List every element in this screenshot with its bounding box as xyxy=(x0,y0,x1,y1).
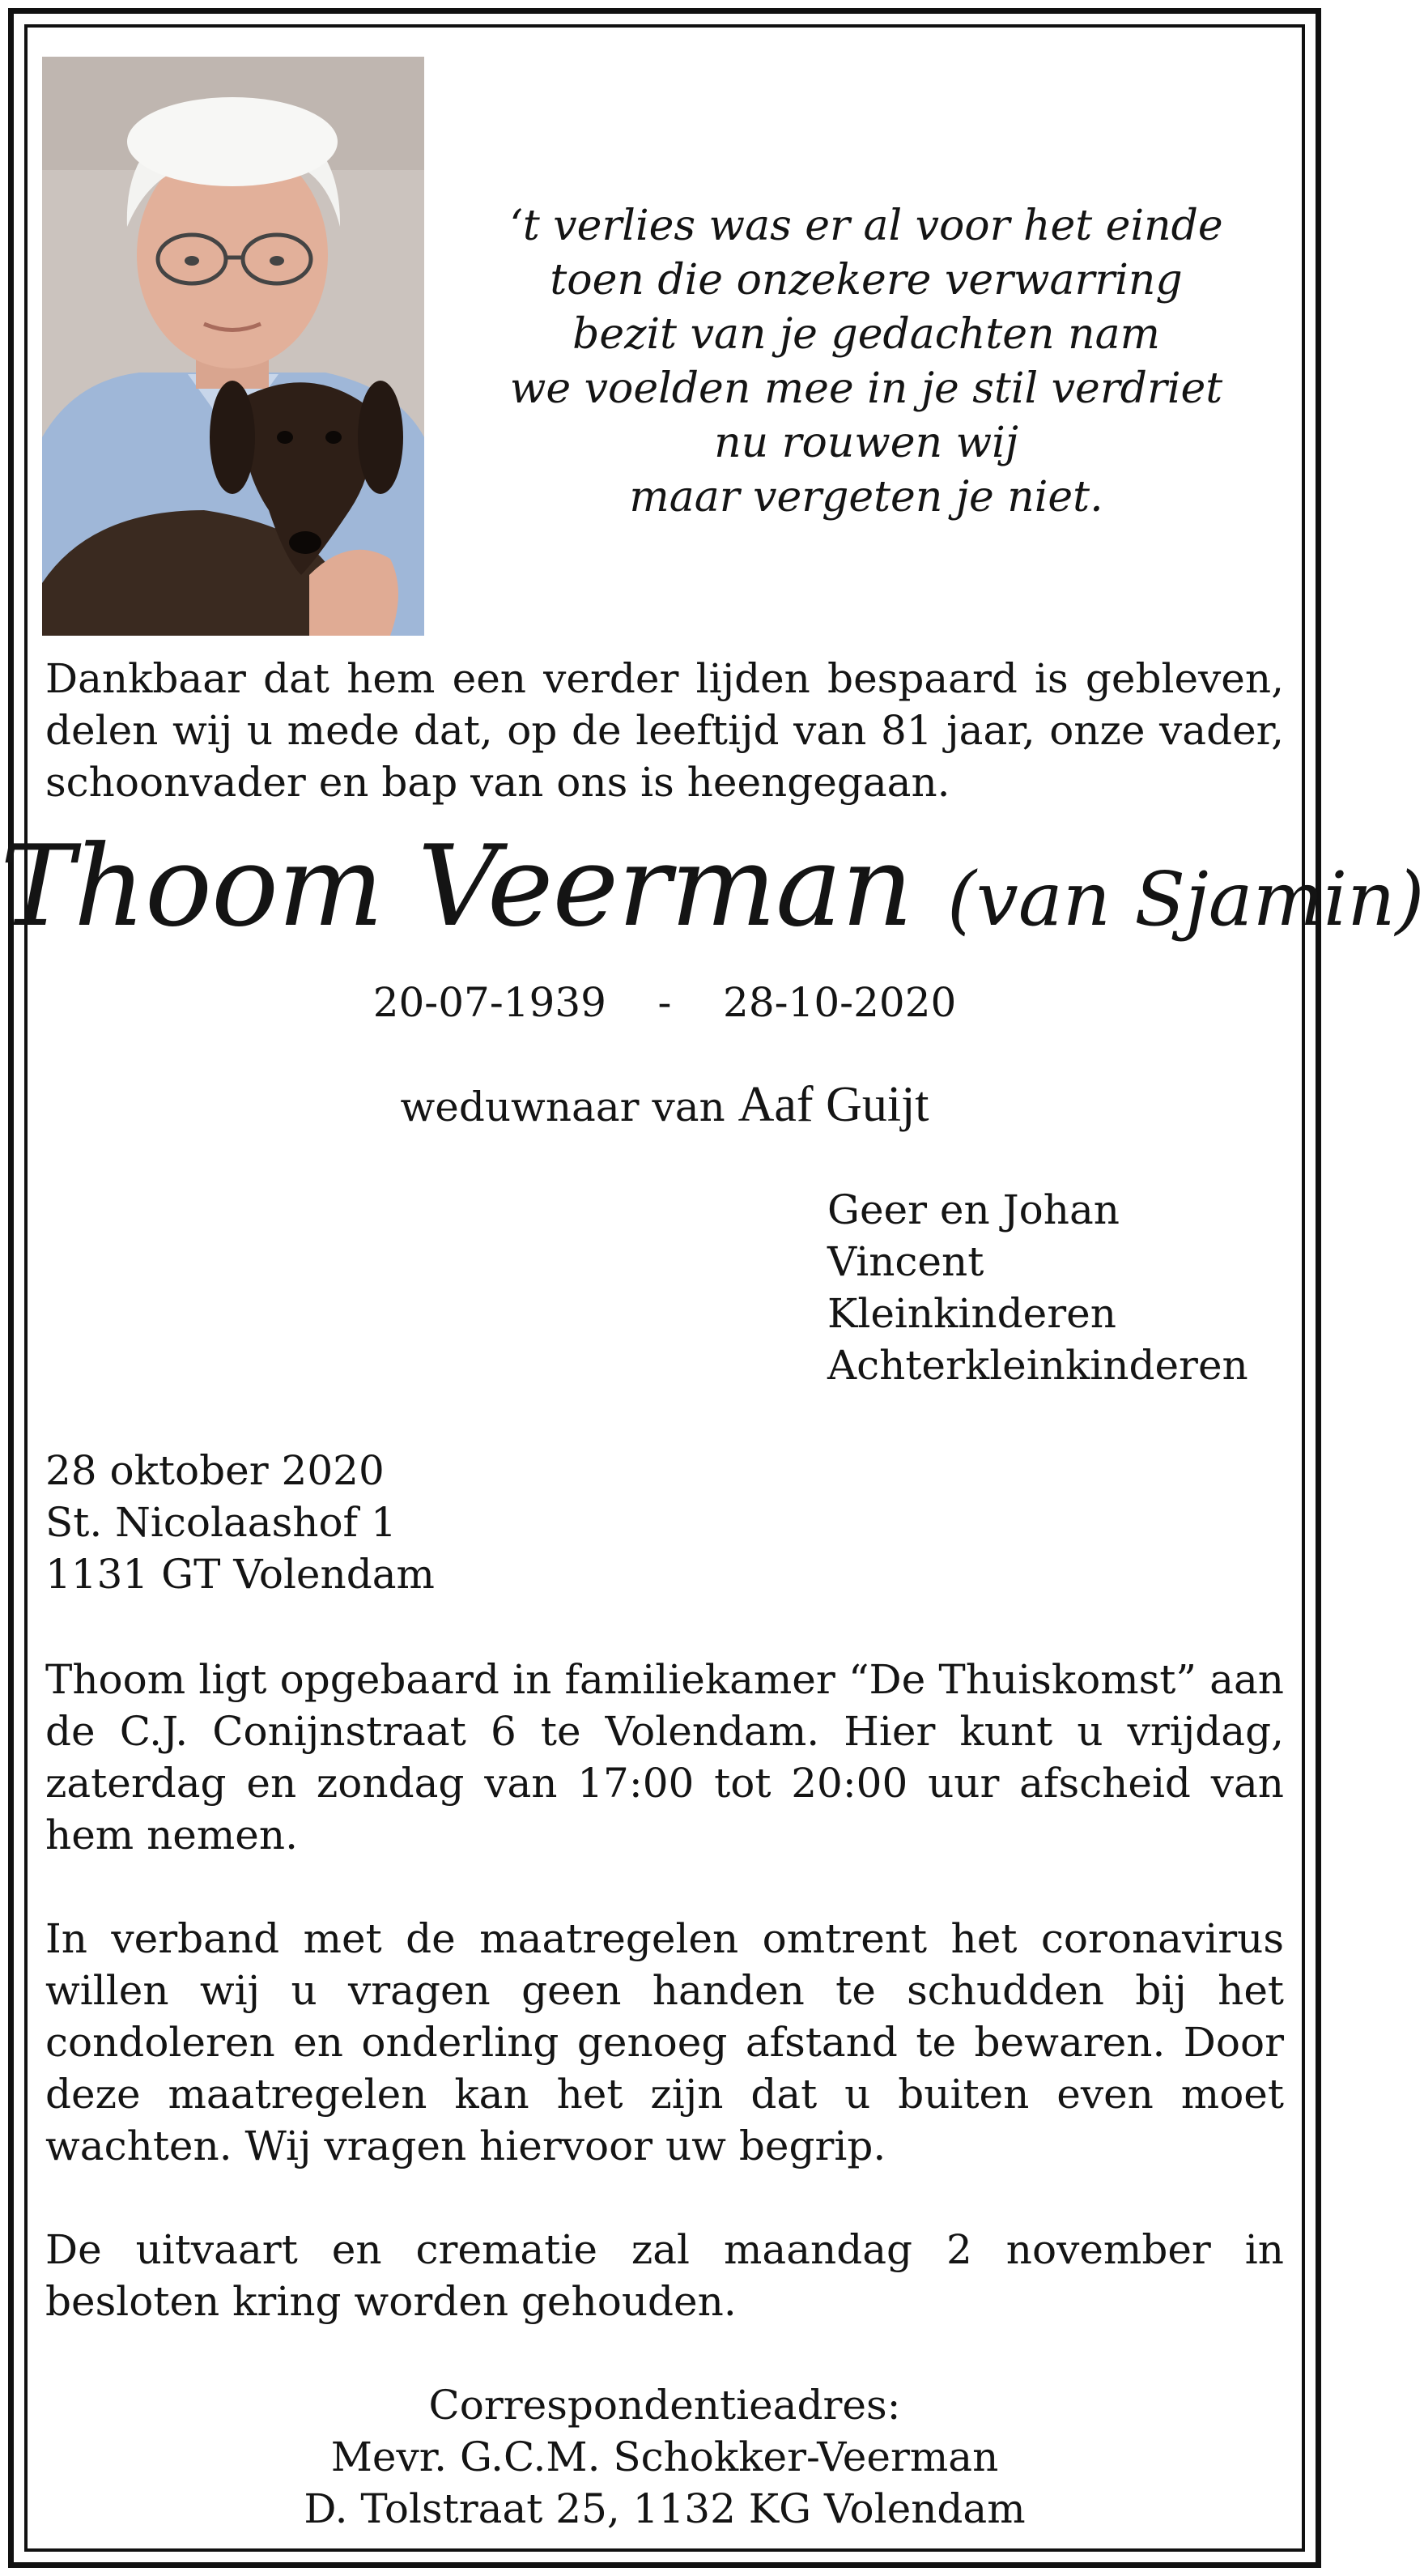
date-separator: - xyxy=(657,979,672,1026)
viewing-paragraph: Thoom ligt opgebaard in familiekamer “De Thuiskomst” aan de C.J. Conijnstraat 6 te Volendam. Hier kunt u vrijdag, zaterdag en zondag van 17:00 tot 20:00 uur afscheid van hem nemen. xyxy=(45,1656,1284,1859)
poem-line: nu rouwen wij xyxy=(714,419,1018,467)
deceased-name-heading xyxy=(0,818,1424,969)
correspondence-name: Mevr. G.C.M. Schokker-Veerman xyxy=(330,2433,999,2480)
memorial-poem xyxy=(453,199,1279,525)
family-street: St. Nicolaashof 1 xyxy=(45,1499,397,1546)
family-city: 1131 GT Volendam xyxy=(45,1551,435,1598)
deceased-name: Thoom Veerman xyxy=(0,821,913,952)
family-list xyxy=(827,1184,1248,1391)
place-date-block xyxy=(45,1445,435,1600)
widower-prefix: weduwnaar van xyxy=(400,1084,725,1130)
widower-line xyxy=(0,1079,1329,1133)
life-dates xyxy=(0,977,1329,1028)
family-member: Kleinkinderen xyxy=(827,1290,1116,1337)
death-date: 28-10-2020 xyxy=(723,979,957,1026)
deceased-nickname: (van Sjamin) xyxy=(947,856,1424,943)
correspondence-label: Correspondentieadres: xyxy=(428,2382,901,2429)
funeral-paragraph: De uitvaart en crematie zal maandag 2 november in besloten kring worden gehouden. xyxy=(45,2226,1284,2325)
announcement-date: 28 oktober 2020 xyxy=(45,1447,385,1494)
birth-date: 20-07-1939 xyxy=(372,979,606,1026)
poem-line: we voelden mee in je stil verdriet xyxy=(509,364,1223,413)
corona-paragraph: In verband met de maatregelen omtrent het coronavirus willen wij u vragen geen handen te schudden bij het condoleren en onderling genoeg afstand te bewaren. Door deze maatregelen kan het zijn dat u buiten even moet wachten. Wij vragen hiervoor uw begrip. xyxy=(45,1915,1284,2169)
correspondence-address: D. Tolstraat 25, 1132 KG Volendam xyxy=(304,2485,1026,2532)
portrait-photo xyxy=(42,57,424,636)
poem-line: maar vergeten je niet. xyxy=(629,473,1103,522)
correspondence-block xyxy=(0,2379,1329,2535)
family-member: Vincent xyxy=(827,1238,984,1285)
family-member: Geer en Johan xyxy=(827,1186,1120,1233)
poem-line: bezit van je gedachten nam xyxy=(572,310,1160,359)
announcement-intro: Dankbaar dat hem een verder lijden bespaard is gebleven, delen wij u mede dat, op de leeftijd van 81 jaar, onze vader, schoonvader en bap van ons is heengegaan. xyxy=(45,655,1284,806)
poem-line: ‘t verlies was er al voor het einde xyxy=(509,202,1223,250)
spouse-name: Aaf Guijt xyxy=(738,1077,929,1132)
poem-line: toen die onzekere verwarring xyxy=(550,256,1183,304)
family-member: Achterkleinkinderen xyxy=(827,1342,1248,1389)
